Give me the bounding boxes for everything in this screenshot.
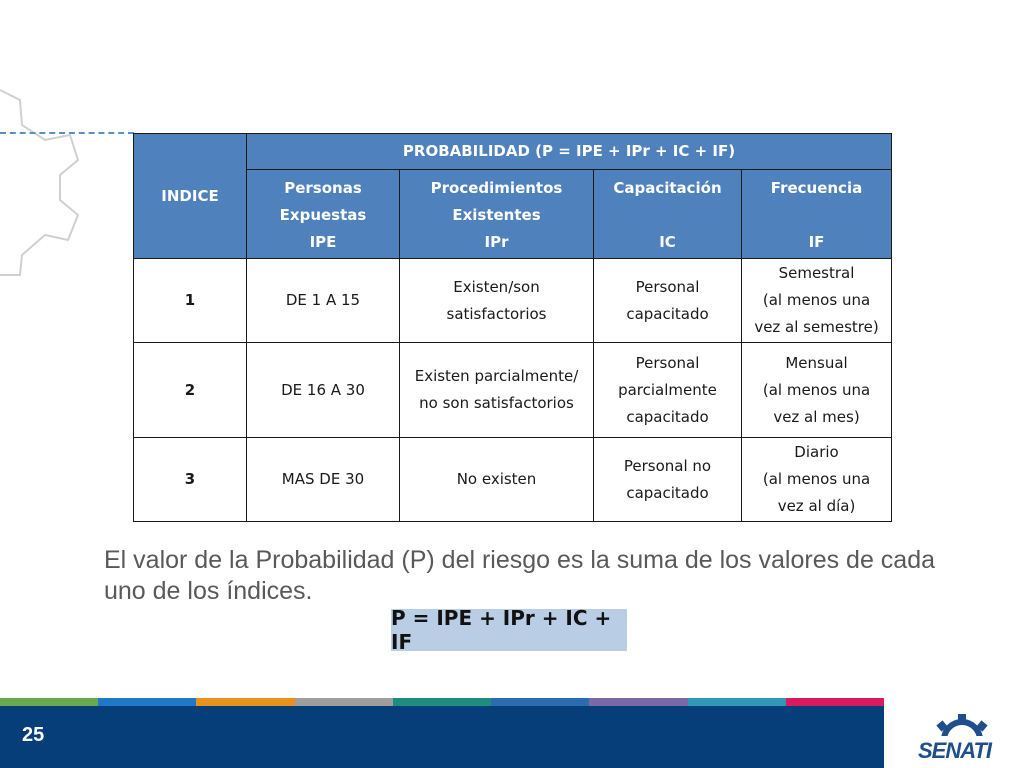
color-strip-segment xyxy=(491,698,589,706)
color-strip-segment xyxy=(98,698,196,706)
color-strip-segment xyxy=(0,698,98,706)
table-cell xyxy=(400,438,594,522)
row-index: 3 xyxy=(134,438,247,522)
cell-line: Existen/son xyxy=(453,277,540,296)
table-cell xyxy=(400,343,594,438)
cell-line: Personal no xyxy=(623,456,712,475)
header-probability-title: PROBABILIDAD (P = IPE + IPr + IC + IF) xyxy=(247,134,892,170)
row-index: 2 xyxy=(134,343,247,438)
cell-line: (al menos una xyxy=(762,380,871,399)
cell-line: capacitado xyxy=(626,304,709,323)
cell-line: vez al semestre) xyxy=(754,318,879,336)
header-column xyxy=(400,170,594,259)
table-row xyxy=(134,438,892,522)
senati-logo-text: SENATI xyxy=(918,738,992,763)
table-cell xyxy=(594,343,742,438)
row-index: 1 xyxy=(134,259,247,343)
table-cell xyxy=(742,259,892,343)
gear-outline-icon xyxy=(0,80,80,280)
cell-line: vez al día) xyxy=(777,497,856,515)
cell-line: capacitado xyxy=(626,407,709,426)
cell-line: satisfactorios xyxy=(446,304,547,323)
color-strip-segment xyxy=(786,698,884,706)
table-cell xyxy=(742,343,892,438)
cell-line: MAS DE 30 xyxy=(281,470,365,488)
cell-line: Mensual xyxy=(785,353,848,372)
table-cell xyxy=(400,259,594,343)
formula-box: P = IPE + IPr + IC + IF xyxy=(391,609,627,651)
header-column xyxy=(594,170,742,259)
cell-line: Diario xyxy=(794,443,839,461)
color-strip-segment xyxy=(589,698,687,706)
header-column-line: Existentes xyxy=(452,205,541,224)
header-column-line: Frecuencia xyxy=(770,178,863,197)
table-cell xyxy=(247,438,400,522)
probability-table xyxy=(133,133,892,522)
page-number: 25 xyxy=(22,724,45,746)
dashed-divider xyxy=(0,132,134,134)
color-strip-segment xyxy=(688,698,786,706)
table-cell xyxy=(594,259,742,343)
cell-line: No existen xyxy=(456,470,537,488)
footer-bar xyxy=(0,706,884,768)
cell-line: Personal xyxy=(635,353,700,372)
header-column-line: IF xyxy=(808,232,825,251)
cell-line: DE 1 A 15 xyxy=(285,291,361,309)
header-column-line: IPr xyxy=(484,232,509,251)
header-column-line: Procedimientos xyxy=(430,178,563,197)
cell-line: DE 16 A 30 xyxy=(281,380,365,399)
header-column-line: IPE xyxy=(309,232,337,251)
explanation-text: El valor de la Probabilidad (P) del riesgo es la suma de los valores de cada uno de los índices. xyxy=(104,546,936,605)
table-row xyxy=(134,343,892,438)
cell-line: Existen parcialmente/ xyxy=(414,367,579,385)
color-strip-segment xyxy=(393,698,491,706)
table-cell xyxy=(742,438,892,522)
cell-line: (al menos una xyxy=(762,291,871,309)
color-strip-segment xyxy=(295,698,393,706)
header-columns-row xyxy=(134,170,892,259)
header-column-line xyxy=(598,202,737,229)
color-strip-segment xyxy=(196,698,294,706)
cell-line: (al menos una xyxy=(762,470,871,488)
table-cell xyxy=(247,259,400,343)
table-row xyxy=(134,259,892,343)
table-cell xyxy=(594,438,742,522)
cell-line: vez al mes) xyxy=(773,407,860,426)
header-column-line: Personas xyxy=(284,178,362,197)
color-strip xyxy=(0,698,884,706)
header-column-line: IC xyxy=(659,232,676,251)
header-column xyxy=(742,170,892,259)
cell-line: Personal xyxy=(635,277,700,296)
header-column xyxy=(247,170,400,259)
table-body xyxy=(134,259,892,522)
table-cell xyxy=(247,343,400,438)
header-column-line: Capacitación xyxy=(613,178,722,197)
header-indice: INDICE xyxy=(134,134,247,259)
cell-line: no son satisfactorios xyxy=(419,394,574,412)
cell-line: parcialmente xyxy=(618,380,717,399)
cell-line: Semestral xyxy=(778,264,855,282)
header-column-line xyxy=(746,202,887,229)
header-column-line: Expuestas xyxy=(279,205,367,224)
cell-line: capacitado xyxy=(626,483,709,502)
